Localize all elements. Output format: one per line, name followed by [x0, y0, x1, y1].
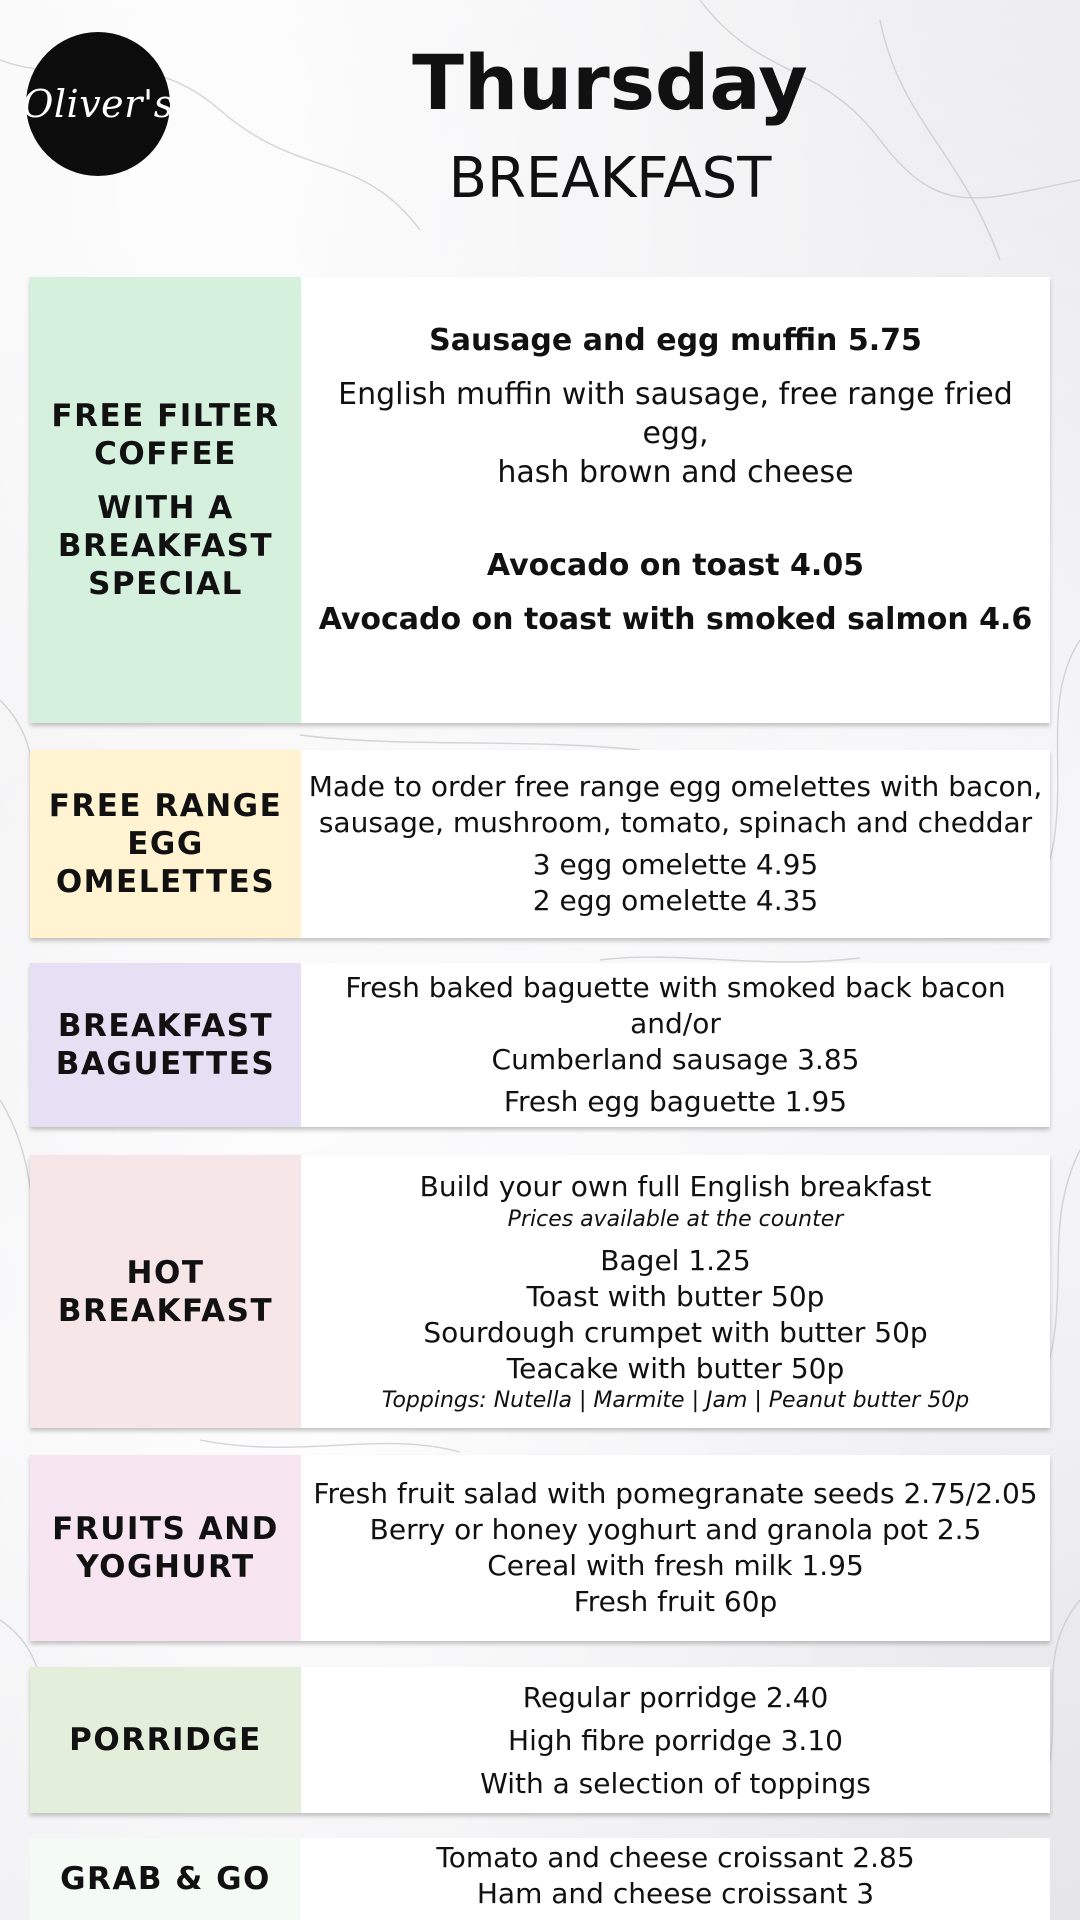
menu-item: 2 egg omelette 4.35 [532, 884, 819, 917]
menu-item: Toast with butter 50p [526, 1279, 825, 1313]
section-items [301, 963, 1050, 1127]
heading-line: BREAKFAST [57, 1292, 274, 1329]
item-description: Fresh baked baguette with smoked back bacon and/or [345, 971, 1006, 1040]
menu-item: Avocado on toast with smoked salmon 4.6 [318, 602, 1033, 637]
item-description: Build your own full English breakfast [419, 1169, 932, 1203]
brand-logo [22, 32, 174, 176]
section-items [301, 1838, 1050, 1920]
heading-line: FRUITS AND [52, 1511, 279, 1547]
section-heading [30, 1455, 301, 1641]
price-note: Prices available at the counter [507, 1206, 844, 1232]
section-heading [30, 277, 301, 723]
heading-line: YOGHURT [76, 1549, 255, 1585]
page-title: Thursday [412, 38, 808, 127]
heading-line: EGG [127, 826, 204, 862]
section-items [301, 1455, 1050, 1641]
menu-item: Ham and cheese croissant 3 [476, 1877, 875, 1910]
section-porridge [30, 1667, 1050, 1813]
menu-item: Tomato and cheese croissant 2.85 [436, 1841, 915, 1874]
menu-item: Fresh egg baguette 1.95 [503, 1085, 848, 1118]
menu-item: Bagel 1.25 [600, 1243, 751, 1277]
heading-line: OMELETTES [55, 864, 276, 900]
menu-item: With a selection of toppings [480, 1766, 871, 1800]
section-heading [30, 1667, 301, 1813]
section-items [301, 1667, 1050, 1813]
menu-item: Fresh fruit salad with pomegranate seeds 2.75/2.05 [313, 1477, 1038, 1510]
menu-item: Berry or honey yoghurt and granola pot 2.5 [369, 1513, 982, 1546]
item-description: hash brown and cheese [497, 455, 854, 490]
section-hot-breakfast [30, 1155, 1050, 1428]
section-items [301, 277, 1050, 723]
heading-line: BREAKFAST [57, 1008, 274, 1044]
item-description: sausage, mushroom, tomato, spinach and cheddar [318, 806, 1033, 839]
item-description: Made to order free range egg omelettes with bacon, [308, 770, 1043, 803]
menu-item: Sourdough crumpet with butter 50p [423, 1315, 928, 1349]
menu-item: Fresh fruit 60p [573, 1585, 778, 1618]
section-omelettes [30, 750, 1050, 938]
section-baguettes [30, 963, 1050, 1127]
section-heading [30, 1155, 301, 1428]
heading-line: PORRIDGE [69, 1722, 262, 1758]
toppings-note: Toppings: Nutella | Marmite | Jam | Peanut butter 50p [381, 1387, 970, 1413]
heading-line: FREE RANGE [48, 788, 283, 824]
menu-item: Avocado on toast 4.05 [486, 548, 865, 583]
section-items [301, 750, 1050, 938]
heading-line: WITH A [97, 490, 234, 526]
section-heading [30, 1838, 301, 1920]
menu-item: 3 egg omelette 4.95 [532, 848, 819, 881]
menu-item: Cereal with fresh milk 1.95 [487, 1549, 864, 1582]
heading-line: BREAKFAST [57, 528, 274, 564]
meal-subtitle: BREAKFAST [448, 146, 772, 211]
section-fruits-yoghurt [30, 1455, 1050, 1641]
section-items [301, 1155, 1050, 1428]
section-grab-and-go [30, 1838, 1050, 1920]
heading-line: GRAB & GO [60, 1861, 271, 1897]
logo-text: Oliver's [22, 82, 174, 126]
menu-item: Teacake with butter 50p [506, 1351, 845, 1385]
menu-item: Regular porridge 2.40 [522, 1680, 829, 1714]
section-heading [30, 750, 301, 938]
heading-line: COFFEE [94, 436, 237, 472]
section-free-filter-coffee [30, 277, 1050, 723]
heading-line: SPECIAL [88, 566, 243, 602]
menu-item: Cumberland sausage 3.85 [491, 1043, 860, 1076]
item-description: English muffin with sausage, free range fried egg, [338, 377, 1013, 451]
heading-line: HOT [126, 1254, 205, 1291]
menu-item: High fibre porridge 3.10 [508, 1723, 843, 1757]
section-heading [30, 963, 301, 1127]
menu-item: Sausage and egg muffin 5.75 [429, 323, 922, 358]
heading-line: BAGUETTES [55, 1046, 276, 1082]
heading-line: FREE FILTER [51, 398, 280, 434]
